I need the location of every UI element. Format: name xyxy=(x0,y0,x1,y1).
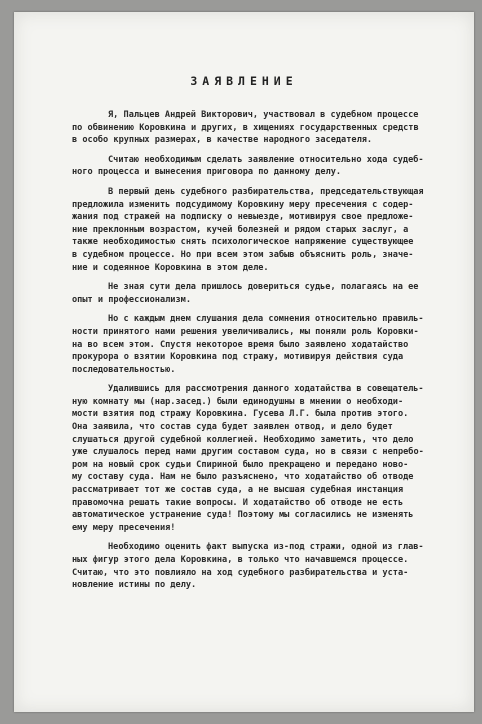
text-line: опыт и профессионализм. xyxy=(72,294,191,305)
text-line: Но с каждым днем слушания дела сомнения относительно правиль- xyxy=(108,314,424,325)
text-line: по обвинению Коровкина и других, в хищениях государственных средств xyxy=(72,122,419,133)
text-line: новление истины по делу. xyxy=(72,580,197,591)
text-line: Удалившись для рассмотрения данного ходатайства в совещатель- xyxy=(108,384,424,395)
text-line: му составу суда. Нам не было разъяснено, что ходатайство об отводе xyxy=(72,472,414,483)
paragraph xyxy=(72,186,458,274)
text-line: В первый день судебного разбирательства, председательствующая xyxy=(108,186,424,197)
text-line: в особо крупных размерах, в качестве народного заседателя. xyxy=(72,135,373,146)
paragraph xyxy=(72,109,458,147)
text-line: ром на новый срок судьи Спириной было прекращено и передано ново- xyxy=(72,459,409,470)
document-body xyxy=(72,109,458,599)
text-line: Она заявила, что состав суда будет заявлен отвод, и дело будет xyxy=(72,422,393,433)
paragraph xyxy=(72,383,458,534)
text-line: прокурора о взятии Коровкина под стражу, мотивируя действия суда xyxy=(72,352,404,363)
paragraph xyxy=(72,281,458,306)
text-line: ности принятого нами решения увеличивались, мы поняли роль Коровки- xyxy=(72,326,419,337)
text-line: жания под стражей на подписку о невыезде, мотивируя свое предложе- xyxy=(72,212,414,223)
document-title: ЗАЯВЛЕНИЕ xyxy=(190,74,298,88)
paragraph xyxy=(72,541,458,591)
text-line: мости взятия под стражу Коровкина. Гусева Л.Г. была против этого. xyxy=(72,409,409,420)
text-line: Необходимо оценить факт выпуска из-под стражи, одной из глав- xyxy=(108,542,424,553)
text-line: последовательностью. xyxy=(72,364,176,375)
text-line: ную комнату мы (нар.засед.) были единодушны в мнении о необходи- xyxy=(72,396,404,407)
text-line: правомочна решать такие вопросы. И ходатайство об отводе не есть xyxy=(72,497,404,508)
text-line: ние преклонным возрастом, кучей болезней и рядом старых заслуг, а xyxy=(72,224,409,235)
text-line: уже слушалось перед нами другим составом суда, но в связи с непребо- xyxy=(72,447,424,458)
text-line: автоматическое устранение суда! Поэтому мы согласились не изменять xyxy=(72,510,414,521)
text-line: ных фигур этого дела Коровкина, в только что начавшемся процессе. xyxy=(72,555,409,565)
text-line: слушаться другой судебной коллегией. Необходимо заметить, что дело xyxy=(72,434,414,445)
text-line: также необходимостью снять психологическое напряжение существующее xyxy=(72,237,414,248)
paragraph xyxy=(72,154,458,179)
text-line: предложила изменить подсудимому Коровкину меру пресечения с содер- xyxy=(72,199,414,210)
text-line: Считаю необходимым сделать заявление относительно хода судеб- xyxy=(108,154,424,165)
text-line: ного процесса и вынесения приговора по данному делу. xyxy=(72,167,342,178)
text-line: на во всем этом. Спустя некоторое время было заявлено ходатайство xyxy=(72,339,409,350)
text-line: Не зная сути дела пришлось довериться судье, полагаясь на ее xyxy=(108,282,419,293)
document-page xyxy=(14,12,474,712)
text-line: ему меру пресечения! xyxy=(72,522,176,533)
paragraph xyxy=(72,313,458,376)
text-line: рассматривает тот же состав суда, а не высшая судебная инстанция xyxy=(72,485,404,496)
text-line: Я, Пальцев Андрей Викторович, участвовал в судебном процессе xyxy=(108,110,419,120)
text-line: Считаю, что это повлияло на ход судебного разбирательства и уста- xyxy=(72,567,409,578)
text-line: ние и содеянное Коровкина в этом деле. xyxy=(72,262,269,273)
text-line: в судебном процессе. Но при всем этом забыв объяснить роль, значе- xyxy=(72,249,414,260)
